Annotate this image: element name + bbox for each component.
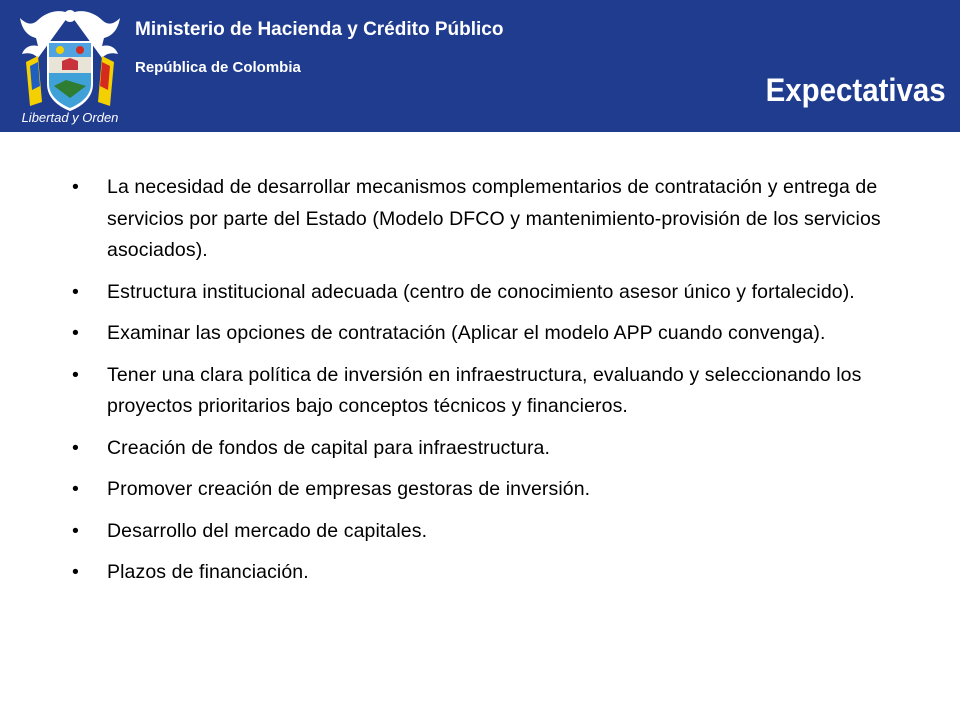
- list-item: [72, 360, 892, 423]
- bullet-icon: •: [72, 478, 79, 500]
- bullet-icon: •: [72, 363, 79, 386]
- list-item: [72, 474, 892, 506]
- bullet-icon: •: [72, 176, 79, 198]
- bullet-icon: •: [72, 436, 79, 459]
- bullet-text: Examinar las opciones de contratación (Aplicar el modelo APP cuando convenga).: [107, 322, 826, 344]
- slide-title: Expectativas: [765, 72, 946, 108]
- list-item: [72, 318, 892, 350]
- list-item: [72, 277, 892, 309]
- bullet-text: Promover creación de empresas gestoras de inversión.: [107, 478, 591, 500]
- list-item: [72, 516, 892, 548]
- motto-text: Libertad y Orden: [21, 110, 119, 125]
- bullet-text: Estructura institucional adecuada (centro de conocimiento asesor único y fortalecido).: [107, 280, 855, 303]
- bullet-text: Plazos de financiación.: [107, 561, 309, 583]
- bullet-icon: •: [72, 322, 79, 344]
- list-item: [72, 433, 892, 465]
- bullet-icon: •: [72, 280, 79, 303]
- colombian-coat-of-arms-icon: [8, 6, 132, 128]
- bullet-icon: •: [72, 519, 79, 542]
- slide-body: [72, 172, 892, 599]
- bullet-text: Desarrollo del mercado de capitales.: [107, 519, 428, 542]
- bullet-icon: •: [72, 561, 79, 583]
- bullet-text: La necesidad de desarrollar mecanismos complementarios de contratación y entrega de servicios por parte del Estado (Modelo DFCO y mantenimiento-provisión de los servicios asociados).: [107, 176, 881, 261]
- ministry-name: Ministerio de Hacienda y Crédito Público: [135, 19, 504, 40]
- bullet-text: Tener una clara política de inversión en infraestructura, evaluando y seleccionando los proyectos prioritarios bajo conceptos técnicos y financieros.: [107, 363, 862, 417]
- bullet-list: [72, 172, 892, 589]
- republic-name: República de Colombia: [135, 59, 301, 76]
- bullet-text: Creación de fondos de capital para infraestructura.: [107, 436, 551, 459]
- slide-header: [0, 0, 960, 132]
- list-item: [72, 172, 892, 267]
- list-item: [72, 557, 892, 589]
